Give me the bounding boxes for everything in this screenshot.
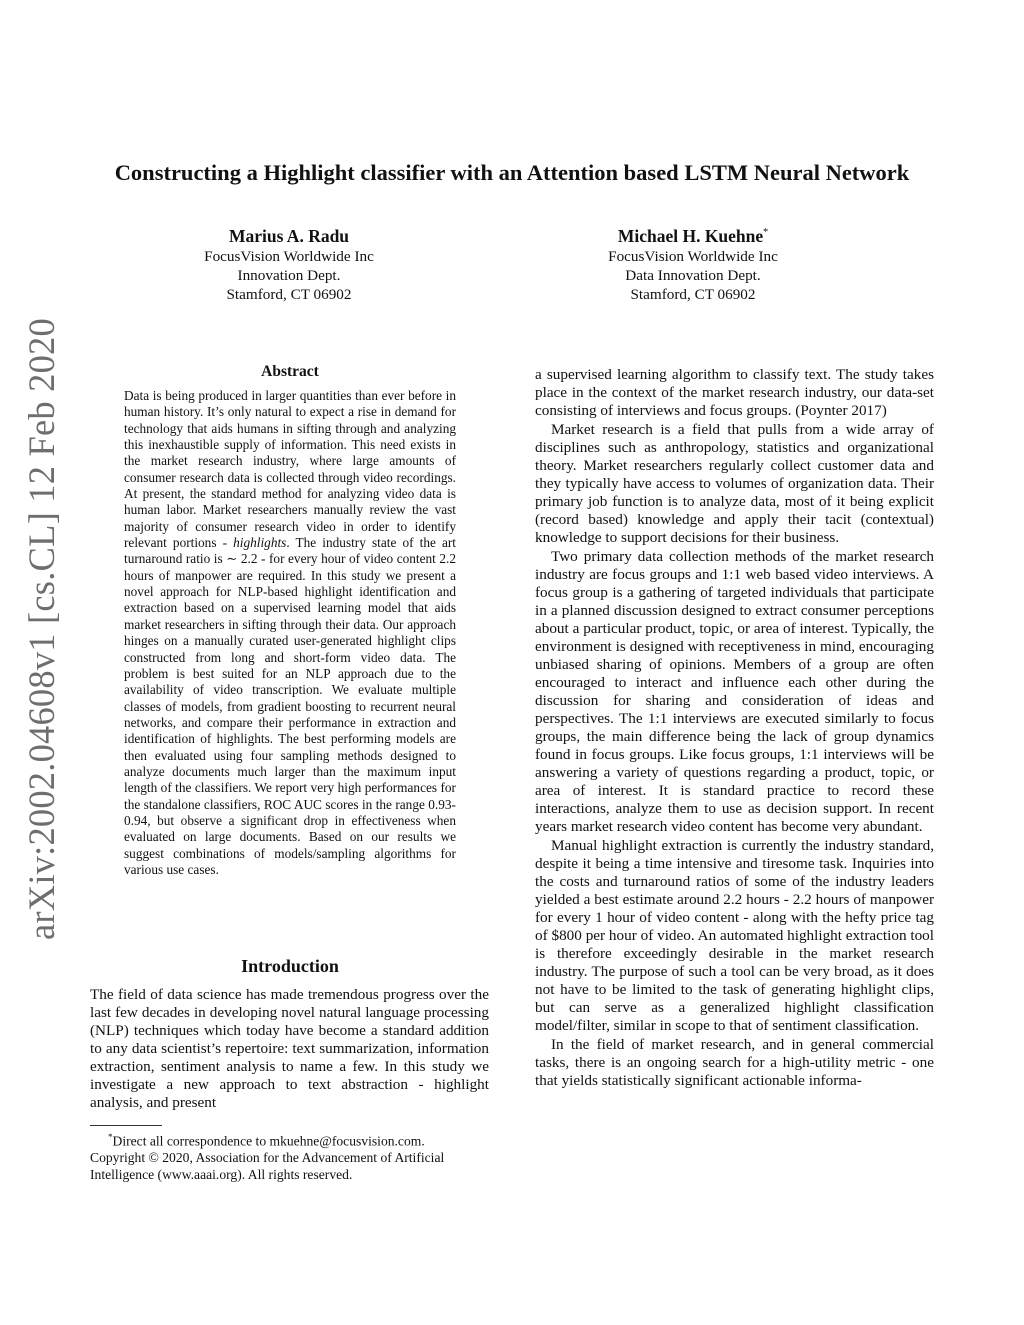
footnote	[90, 1129, 490, 1183]
author-location: Stamford, CT 06902	[630, 285, 756, 303]
author-name: Michael H. Kuehne*	[617, 225, 769, 246]
copyright-notice: Copyright © 2020, Association for the Advancement of Artificial Intelligence (www.aaai.org). All rights reserved.	[90, 1150, 445, 1182]
author-department: Innovation Dept.	[237, 266, 341, 284]
author-name: Marius A. Radu	[228, 225, 350, 246]
introduction-heading: Introduction	[241, 956, 339, 976]
paper-title: Constructing a Highlight classifier with an Attention based LSTM Neural Network	[114, 160, 910, 185]
author-affiliation: FocusVision Worldwide Inc	[204, 247, 374, 265]
abstract-heading: Abstract	[261, 363, 319, 380]
arxiv-identifier-stamp: arXiv:2002.04608v1 [cs.CL] 12 Feb 2020	[21, 318, 62, 940]
author-block-1	[124, 222, 454, 304]
author-affiliation: FocusVision Worldwide Inc	[608, 247, 778, 265]
highlights-term: highlights	[233, 535, 287, 551]
paragraph: In the field of market research, and in general commercial tasks, there is an ongoing search for a high-utility metric - one that yields statistically significant actionable informa-	[535, 1036, 934, 1089]
paragraph: Manual highlight extraction is currently the industry standard, despite it being a time intensive and tiresome task. Inquiries into the costs and turnaround ratios of some of the industry leaders yielded a best estimate around 2.2 hours - 2.2 hours of manpower for every 1 hour of video content - along with the hefty price tag of $800 per hour of video. An automated highlight extraction tool is therefore exceedingly desirable in the market research industry. The purpose of such a tool can be very broad, as it does not have to be limited to the task of generating highlight clips, but can serve as a generalized highlight classification model/filter, similar in scope to that of sentiment classification.	[535, 837, 934, 1034]
right-column-body	[535, 366, 934, 1090]
paragraph: The field of data science has made tremendous progress over the last few decades in developing novel natural language processing (NLP) techniques which today have become a standard addition to any data scientist’s repertoire: text summarization, information extraction, sentiment analysis to name a few. In this study we investigate a new approach to text abstraction - highlight analysis, and present	[90, 986, 489, 1111]
author-department: Data Innovation Dept.	[625, 266, 761, 284]
abstract-body: Data is being produced in larger quantities than ever before in human history. It’s only natural to expect a rise in demand for technology that aids humans in sifting through and analyzing this inexhaustible supply of information. This need exists in the market research industry, where large amounts of consumer research data is collected through video recordings. At present, the standard method for analyzing video data is human labor. Market researchers manually review the vast majority of consumer research video in order to identify relevant portions - highlights. The industry state of the art turnaround ratio is ∼ 2.2 - for every hour of video content 2.2 hours of manpower are required. In this study we present a novel approach for NLP-based highlight identification and extraction based on a supervised learning model that aids market researchers in sifting through their data. Our approach hinges on a manually curated user-generated highlight clips constructed from long and short-form video data. The problem is best suited for an NLP approach due to the availability of video transcription. We evaluate multiple classes of models, from gradient boosting to recurrent neural networks, and compare their performance in extraction and identification of highlights. The best performing models are then evaluated using four sampling methods designed to analyze documents much larger than the maximum input length of the classifiers. We report very high performances for the standalone classifiers, ROC AUC scores in the range 0.93-0.94, but observe a significant drop in effectiveness when evaluated on large documents. Based on our results we suggest combinations of models/sampling algorithms for various use cases.	[124, 388, 456, 877]
footnote-divider	[90, 1125, 162, 1126]
paragraph: a supervised learning algorithm to classify text. The study takes place in the context of the market research industry, our data-set consisting of interviews and focus groups. (Poynter 2017)	[535, 366, 934, 419]
author-block-2	[528, 222, 858, 304]
introduction-body	[90, 986, 489, 1112]
author-location: Stamford, CT 06902	[226, 285, 352, 303]
paragraph: Market research is a field that pulls from a wide array of disciplines such as anthropology, statistics and organizational theory. Market researchers regularly collect customer data and they typically have access to volumes of organization data. Their primary job function is to analyze data, most of it being explicit (record based) knowledge and apply their tacit (contextual) knowledge to support decisions for their business.	[535, 421, 934, 546]
correspondence-footnote: *Direct all correspondence to mkuehne@focusvision.com.	[108, 1132, 425, 1149]
paragraph: Two primary data collection methods of the market research industry are focus groups and 1:1 web based video interviews. A focus group is a gathering of targeted individuals that participate in a planned discussion designed to extract consumer perceptions about a particular product, topic, or area of interest. Typically, the environment is designed with receptiveness in mind, encouraging unbiased sharing of opinions. Members of a group are often encouraged to interact and influence each other during the discussion for sharing and consideration of ideas and perspectives. The 1:1 interviews are executed similarly to focus groups, the main difference being the lack of group dynamics found in focus groups. Like focus groups, 1:1 interviews will be answering a variety of questions regarding a product, topic, or area of interest. It is standard practice to record these interactions, analyze them to use as decision support. In recent years market research video content has become very abundant.	[535, 548, 934, 835]
author-footnote-mark: *	[763, 227, 769, 238]
